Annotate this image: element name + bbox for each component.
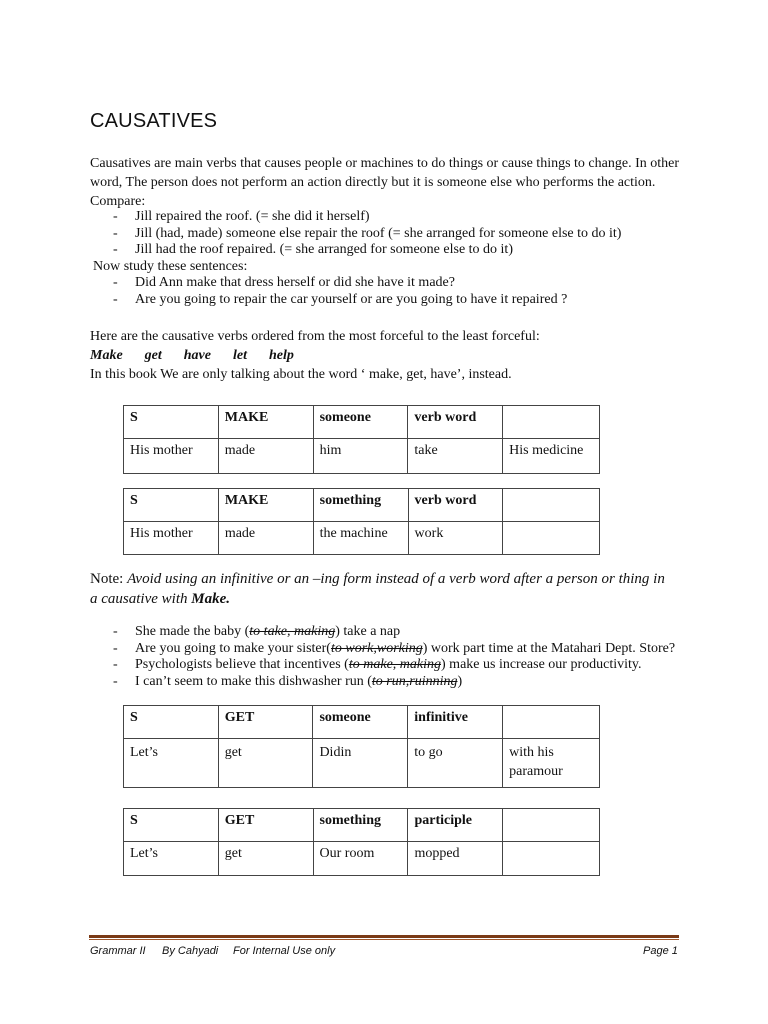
table-cell: made — [218, 439, 313, 474]
note-label: Note: — [90, 571, 128, 587]
footer-rule — [89, 935, 679, 938]
footer-rule-thin — [89, 939, 679, 940]
table-cell: Let’s — [124, 842, 219, 876]
table-header-cell: GET — [218, 809, 313, 842]
note-paragraph — [90, 569, 700, 609]
table-cell: take — [408, 439, 503, 474]
table-header-cell: someone — [313, 706, 408, 739]
table-cell: the machine — [313, 522, 408, 555]
table-header-cell: MAKE — [218, 406, 313, 439]
table-header-cell: GET — [218, 706, 313, 739]
table-header-cell: verb word — [408, 489, 503, 522]
list-item: - Did Ann make that dress herself or did she have it made? — [113, 275, 567, 292]
list-item: - Jill (had, made) someone else repair the roof (= she arranged for someone else to do it) — [113, 226, 621, 243]
table-cell: Our room — [313, 842, 408, 876]
list-item — [113, 641, 675, 658]
make-someone-table — [123, 405, 600, 474]
example-text: ) make us increase our productivity. — [441, 657, 642, 672]
table-cell: with his paramour — [503, 739, 600, 788]
list-item: - Are you going to repair the car yourself or are you going to have it repaired ? — [113, 292, 567, 309]
table-cell: to go — [408, 739, 503, 788]
get-someone-table — [123, 705, 600, 788]
make-something-table — [123, 488, 600, 555]
table-header-cell — [503, 706, 600, 739]
table-header-cell: something — [313, 489, 408, 522]
example-text: Are you going to make your sister( — [135, 640, 331, 656]
footer-usage: For Internal Use only — [233, 945, 336, 957]
example-text: She made the baby ( — [135, 624, 250, 639]
table-header-cell: S — [124, 706, 219, 739]
table-header-cell — [503, 489, 600, 522]
study-label: Now study these sentences: — [93, 259, 248, 274]
table-header-cell: MAKE — [218, 489, 313, 522]
table-cell — [503, 522, 600, 555]
list-item — [113, 624, 675, 641]
intro-paragraph — [90, 154, 690, 211]
table-cell: His mother — [124, 522, 219, 555]
table-cell: work — [408, 522, 503, 555]
table-header-cell: S — [124, 489, 219, 522]
list-item — [113, 674, 675, 691]
page-title: CAUSATIVES — [90, 110, 218, 132]
verbs-intro: Here are the causative verbs ordered from the most forceful to the least forceful: — [90, 329, 540, 344]
table-header-cell: participle — [408, 809, 503, 842]
intro-line-1: Causatives are main verbs that causes people or machines to do things or cause things to change. In other — [90, 156, 679, 171]
table-header-cell: someone — [313, 406, 408, 439]
study-list — [113, 275, 567, 308]
table-cell: Didin — [313, 739, 408, 788]
table-cell: His medicine — [503, 439, 600, 474]
compare-label: Compare: — [90, 194, 146, 209]
table-header-cell: S — [124, 809, 219, 842]
table-header-cell: S — [124, 406, 219, 439]
table-cell: get — [218, 842, 313, 876]
struck-out-form: to run,ruinning — [371, 673, 458, 689]
list-item — [113, 657, 675, 674]
table-header-cell: infinitive — [408, 706, 503, 739]
table-cell: made — [218, 522, 313, 555]
note-text-line-1: Avoid using an infinitive or an –ing form instead of a verb word after a person or thing in — [127, 571, 665, 587]
struck-out-form: to work,working — [330, 640, 423, 656]
example-text: ) work part time at the Matahari Dept. Store? — [422, 640, 676, 656]
struck-out-form: to make, making — [348, 657, 442, 672]
compare-list — [113, 209, 621, 259]
example-text: ) take a nap — [335, 624, 401, 639]
footer-author: By Cahyadi — [162, 945, 219, 957]
causative-verbs-list: Make get have let help — [90, 348, 294, 363]
table-header-cell: something — [313, 809, 408, 842]
table-cell: mopped — [408, 842, 503, 876]
page-number: Page 1 — [643, 945, 678, 957]
table-header-cell: verb word — [408, 406, 503, 439]
example-text: ) — [457, 673, 463, 689]
example-text: I can’t seem to make this dishwasher run ( — [135, 673, 372, 689]
table-header-cell — [503, 809, 600, 842]
examples-list — [113, 624, 675, 690]
example-text: Psychologists believe that incentives ( — [135, 657, 349, 672]
table-cell: him — [313, 439, 408, 474]
table-cell: Let’s — [124, 739, 219, 788]
get-something-table — [123, 808, 600, 876]
book-note: In this book We are only talking about the word ‘ make, get, have’, instead. — [90, 367, 512, 382]
intro-line-2: word, The person does not perform an action directly but it is someone else who performs the action. — [90, 175, 656, 190]
note-text-line-2: a causative with — [90, 591, 192, 607]
table-cell: get — [218, 739, 313, 788]
table-cell: His mother — [124, 439, 219, 474]
struck-out-form: to take, making — [249, 624, 336, 639]
note-bold-word: Make. — [191, 591, 230, 607]
list-item: - Jill had the roof repaired. (= she arranged for someone else to do it) — [113, 242, 621, 259]
table-header-cell — [503, 406, 600, 439]
footer-course: Grammar II — [90, 945, 146, 957]
table-cell — [503, 842, 600, 876]
list-item: - Jill repaired the roof. (= she did it herself) — [113, 209, 621, 226]
